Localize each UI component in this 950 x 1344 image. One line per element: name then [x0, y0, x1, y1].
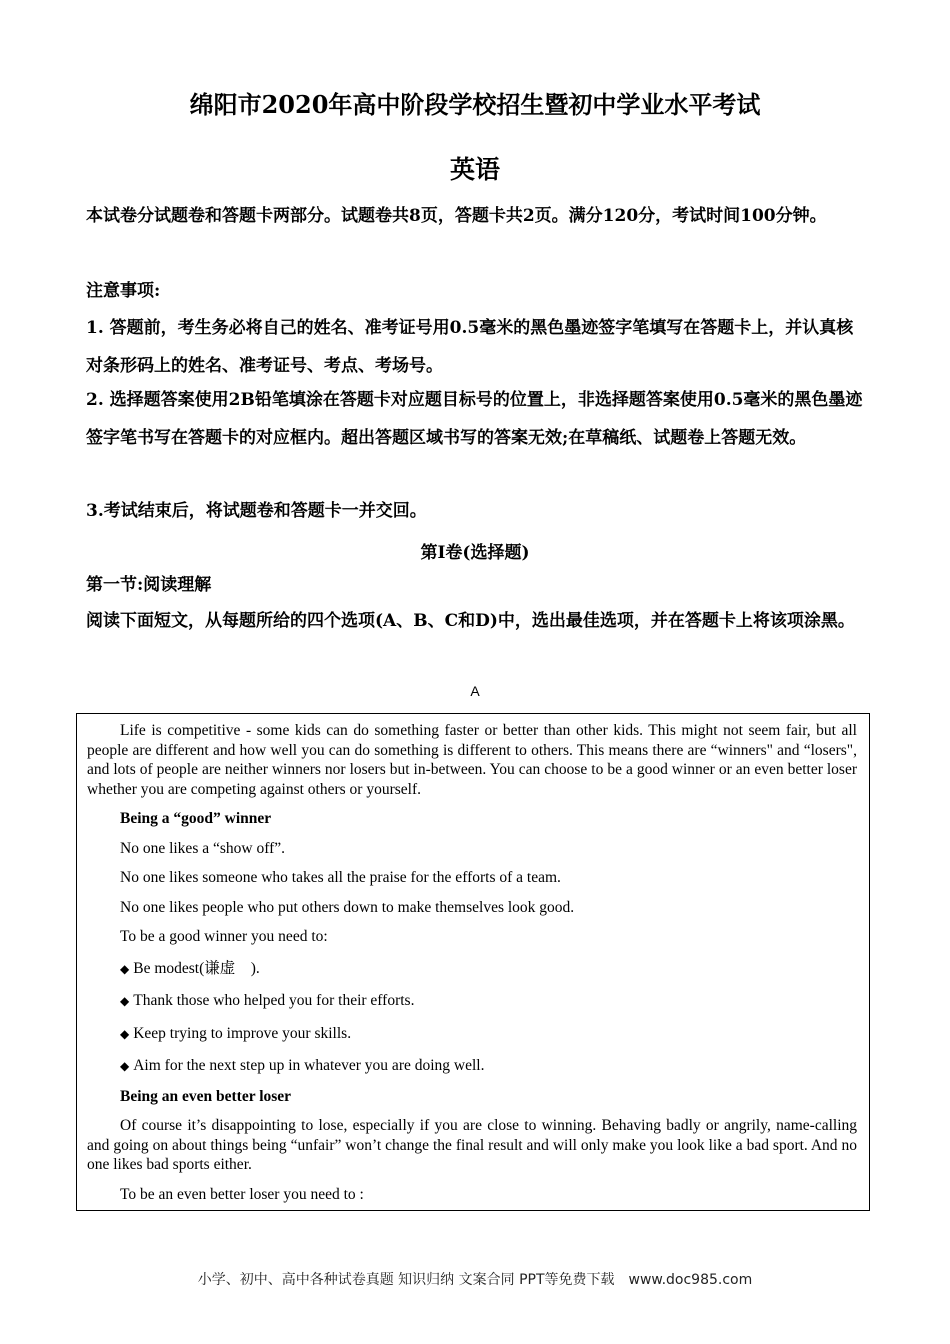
notes-heading: 注意事项: [86, 281, 161, 301]
bullet-text: Aim for the next step up in whatever you are doing well. [133, 1057, 485, 1074]
section-heading: 第一节:阅读理解 [86, 575, 212, 595]
passage-box [76, 713, 870, 1211]
part-title: 第I卷(选择题) [420, 543, 530, 563]
passage-line: To be an even better loser you need to : [120, 1185, 364, 1203]
bullet-item [87, 991, 857, 1012]
diamond-bullet-icon: ◆ [120, 1026, 130, 1041]
note-2: 2. 选择题答案使用2B铅笔填涂在答题卡对应题目标号的位置上，非选择题答案使用0.5毫米的黑色墨迹签字笔书写在答题卡的对应框内。超出答题区域书写的答案无效;在草稿纸、试题卷上答题无效。 [86, 390, 863, 448]
bullet-text: Keep trying to improve your skills. [133, 1024, 352, 1042]
passage-line: No one likes people who put others down to make themselves look good. [120, 898, 575, 916]
passage-line: No one likes a “show off”. [120, 839, 286, 857]
bullet-item [87, 1024, 857, 1045]
loser-heading: Being an even better loser [120, 1087, 292, 1105]
bullet-text: Be modest(谦虚 ). [133, 959, 260, 977]
exam-intro: 本试卷分试题卷和答题卡两部分。试题卷共8页，答题卡共2页。满分120分，考试时间100分钟。 [86, 206, 827, 226]
diamond-bullet-icon: ◆ [120, 961, 130, 976]
passage-line: No one likes someone who takes all the praise for the efforts of a team. [120, 869, 561, 886]
bullet-text: Thank those who helped you for their efforts. [133, 992, 415, 1009]
directions: 阅读下面短文，从每题所给的四个选项(A、B、C和D)中，选出最佳选项，并在答题卡上将该项涂黑。 [86, 611, 855, 631]
passage-paragraph-1: Life is competitive - some kids can do something faster or better than other kids. This might not seem fair, but all people are different and how well you can do something is different to others. This means there are “winners" and “losers", and lots of people are neither winners nor losers but in-between. You can choose to be a good winner or an even better loser whether you are competing against others or yourself. [87, 722, 857, 798]
passage-letter: A [470, 683, 480, 699]
diamond-bullet-icon: ◆ [120, 994, 130, 1008]
bullet-item [87, 959, 857, 980]
winner-heading: Being a “good” winner [120, 810, 272, 827]
exam-title: 绵阳市2020年高中阶段学校招生暨初中学业水平考试 [189, 90, 761, 119]
bullet-item [87, 1056, 857, 1077]
passage-paragraph-2: Of course it’s disappointing to lose, especially if you are close to winning. Behaving badly or angrily, name-calling and going on about things being “unfair” won’t change the final result and will only make you look like a bad sport. And no one likes bad sports either. [87, 1117, 857, 1173]
subject-title: 英语 [449, 155, 500, 184]
page-footer: 小学、初中、高中各种试卷真题 知识归纳 文案合同 PPT等免费下载 www.doc985.com [197, 1272, 753, 1288]
passage-line: To be a good winner you need to: [120, 928, 328, 945]
note-3: 3.考试结束后，将试题卷和答题卡一并交回。 [86, 501, 427, 521]
diamond-bullet-icon: ◆ [120, 1059, 130, 1073]
note-1: 1. 答题前，考生务必将自己的姓名、准考证号用0.5毫米的黑色墨迹签字笔填写在答题卡上，并认真核对条形码上的姓名、准考证号、考点、考场号。 [86, 318, 854, 376]
